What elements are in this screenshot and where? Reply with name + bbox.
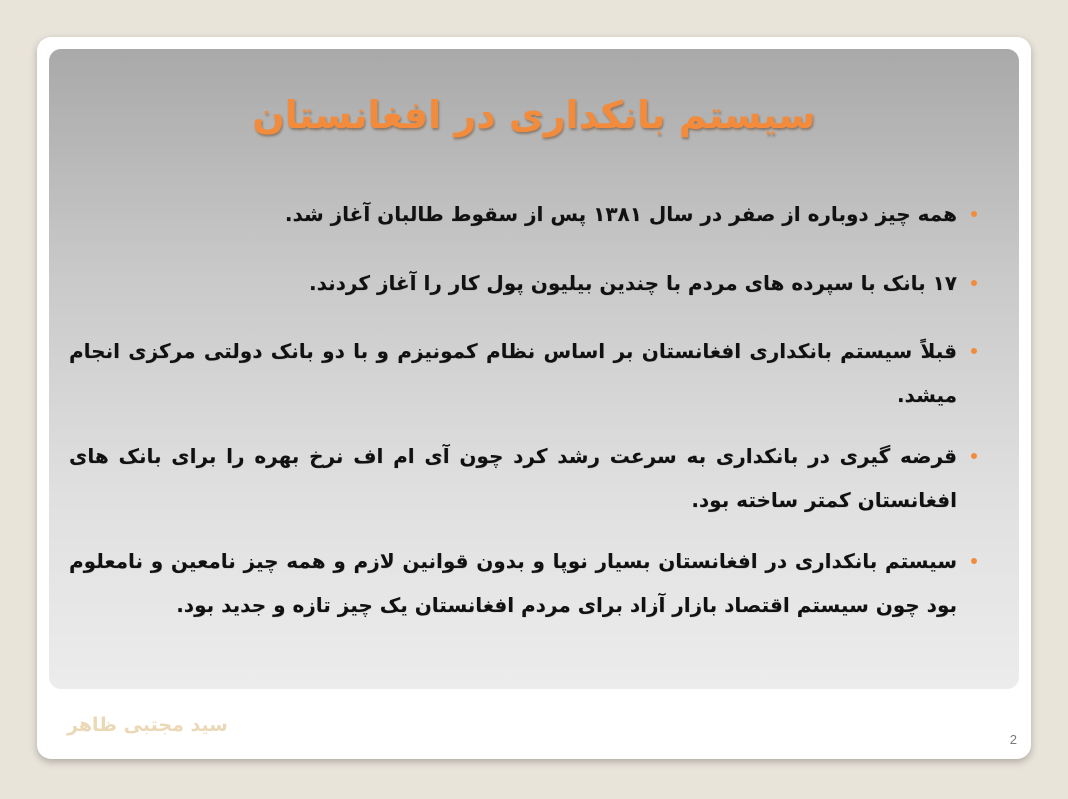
bullet-dot-icon [971, 558, 977, 564]
bullet-text: ۱۷ بانک با سپرده های مردم با چندین بیلیون پول کار را آغاز کردند. [309, 271, 957, 295]
bullet-dot-icon [971, 453, 977, 459]
bullet-text: همه چیز دوباره از صفر در سال ۱۳۸۱ پس از سقوط طالبان آغاز شد. [284, 202, 957, 226]
bullet-dot-icon [971, 280, 977, 286]
bullet-text: قرضه گیری در بانکداری به سرعت رشد کرد چون آی ام اف نرخ بهره را برای بانک های افغانستان کمتر ساخته بود. [69, 444, 957, 512]
bullet-item [69, 434, 977, 522]
author-name: سید مجتبی ظاهر [67, 714, 228, 736]
bullet-item [69, 539, 977, 627]
slide-title: سیستم بانکداری در افغانستان [252, 93, 816, 137]
bullet-item [69, 192, 977, 236]
bullet-text: سیستم بانکداری در افغانستان بسیار نوپا و بدون قوانین لازم و همه چیز نامعین و نامعلوم بود چون سیستم اقتصاد بازار آزاد برای مردم افغانستان یک چیز تازه و جدید بود. [69, 549, 957, 617]
bullet-list [69, 192, 977, 627]
bullet-text: قبلاً سیستم بانکداری افغانستان بر اساس نظام کمونیزم و با دو بانک دولتی مرکزی انجام میشد. [69, 339, 957, 407]
bullet-item [69, 261, 977, 305]
content-panel [49, 49, 1019, 689]
bullet-item [69, 329, 977, 417]
bullet-dot-icon [971, 211, 977, 217]
bullet-dot-icon [971, 348, 977, 354]
slide [37, 37, 1031, 759]
page-number: 2 [1009, 732, 1017, 747]
